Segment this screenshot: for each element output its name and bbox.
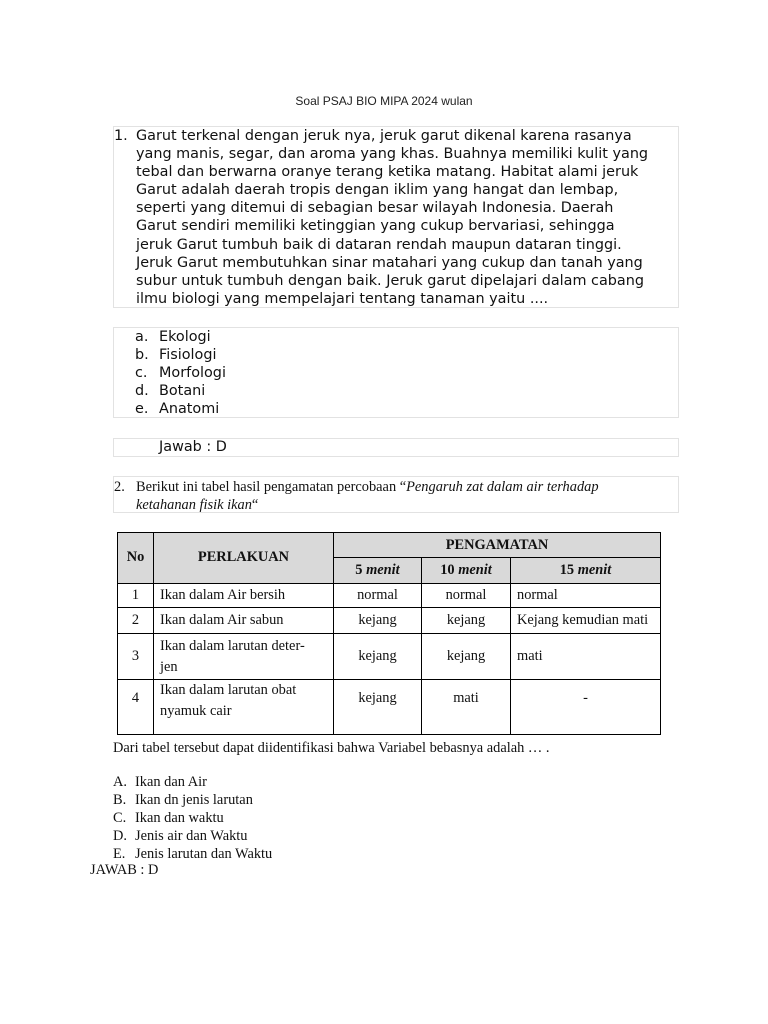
question-2-intro: Berikut ini tabel hasil pengamatan percobaan “Pengaruh zat dalam air terhadap ketahanan fisik ikan“ bbox=[136, 479, 599, 513]
question-2-answer: JAWAB : D bbox=[90, 862, 159, 878]
text-line: Jeruk Garut membutuhkan sinar matahari yang cukup dan tanah yang bbox=[136, 254, 643, 271]
header-pengamatan: PENGAMATAN bbox=[334, 533, 661, 558]
header-5-menit: 5 menit bbox=[334, 558, 422, 583]
table-row: 3 Ikan dalam larutan deter- jen kejang kejang mati bbox=[118, 633, 661, 679]
question-2-text-box bbox=[113, 476, 679, 513]
observation-table bbox=[117, 532, 661, 735]
table-row: 1 Ikan dalam Air bersih normal normal normal bbox=[118, 583, 661, 607]
question-number: 1. bbox=[114, 128, 128, 144]
page-header: Soal PSAJ BIO MIPA 2024 wulan bbox=[295, 94, 473, 108]
option-item: b. Fisiologi bbox=[135, 347, 217, 364]
question-1-answer-box bbox=[113, 438, 679, 457]
text-line: subur untuk tumbuh dengan baik. Jeruk garut dipelajari dalam cabang bbox=[136, 272, 644, 289]
header-15-menit: 15 menit bbox=[511, 558, 661, 583]
question-2-prompt: Dari tabel tersebut dapat diidentifikasi bahwa Variabel bebasnya adalah … . bbox=[113, 740, 550, 756]
question-1-options bbox=[113, 327, 679, 418]
text-line: seperti yang ditemui di sebagian besar wilayah Indonesia. Daerah bbox=[136, 200, 614, 217]
question-1-text-box bbox=[113, 126, 679, 308]
header-no: No bbox=[118, 533, 154, 584]
text-line: yang manis, segar, dan aroma yang khas. Buahnya memiliki kulit yang bbox=[136, 146, 649, 163]
answer-text: Jawab : D bbox=[159, 439, 227, 455]
question-number: 2. bbox=[114, 479, 125, 495]
text-line: Garut terkenal dengan jeruk nya, jeruk garut dikenal karena rasanya bbox=[136, 128, 632, 144]
option-item: a. Ekologi bbox=[135, 329, 211, 345]
header-perlakuan: PERLAKUAN bbox=[154, 533, 334, 584]
table-row: 2 Ikan dalam Air sabun kejang kejang Kejang kemudian mati bbox=[118, 607, 661, 633]
table-row: 4 Ikan dalam larutan obat nyamuk cair kejang mati - bbox=[118, 680, 661, 735]
option-item: e. Anatomi bbox=[135, 401, 220, 418]
text-line: tebal dan berwarna oranye terang ketika matang. Habitat alami jeruk bbox=[136, 164, 639, 181]
text-line: ilmu biologi yang mempelajari tentang tanaman yaitu .... bbox=[136, 290, 549, 307]
text-line: Garut adalah daerah tropis dengan iklim yang hangat dan lembap, bbox=[136, 182, 619, 199]
option-item: d. Botani bbox=[135, 383, 206, 400]
question-1-paragraph bbox=[136, 127, 679, 308]
text-line: Garut sendiri memiliki ketinggian yang cukup bervariasi, sehingga bbox=[136, 218, 615, 235]
header-10-menit: 10 menit bbox=[422, 558, 511, 583]
text-line: jeruk Garut tumbuh baik di dataran rendah maupun dataran tinggi. bbox=[136, 236, 622, 253]
option-item: c. Morfologi bbox=[135, 365, 226, 382]
